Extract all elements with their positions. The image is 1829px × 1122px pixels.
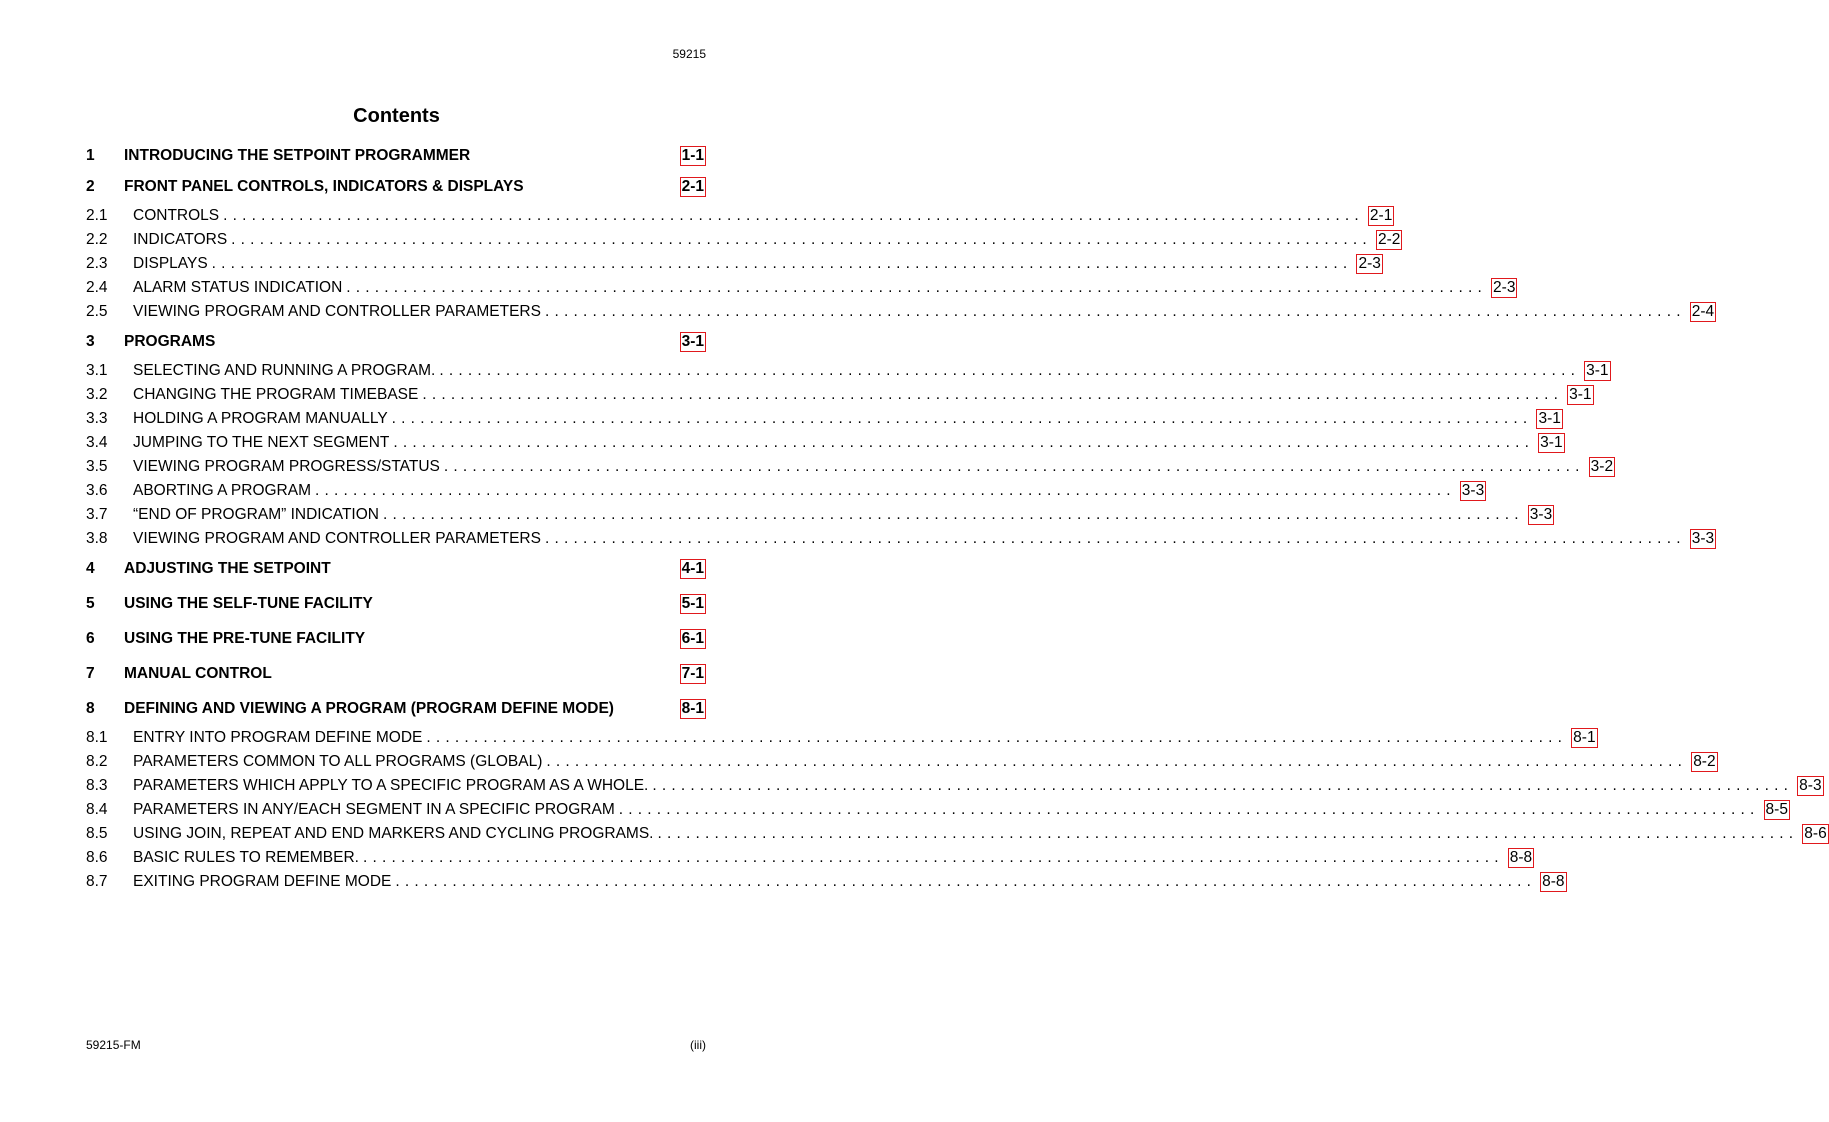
toc-entry-number: 8.3 <box>86 777 108 794</box>
dot-leader: ........................................................................................................................ <box>223 207 1364 224</box>
dot-leader: ........................................................................................................................ <box>544 303 1686 320</box>
toc-page-link[interactable]: 3-3 <box>1461 482 1485 499</box>
toc-section-row[interactable] <box>86 822 1827 846</box>
toc-entry-title: VIEWING PROGRAM PROGRESS/STATUS <box>133 458 440 475</box>
toc-entry-title: MANUAL CONTROL <box>124 664 272 682</box>
toc-entry-number: 2.1 <box>86 207 108 224</box>
toc-entry-number: 8.1 <box>86 729 108 746</box>
toc-section-row[interactable] <box>86 479 1485 503</box>
toc-page-link[interactable]: 3-3 <box>1529 506 1553 523</box>
toc-page-link[interactable]: 3-1 <box>1569 386 1592 403</box>
toc-entry-title: “END OF PROGRAM” INDICATION <box>133 506 379 523</box>
toc-entry-number: 3.7 <box>86 506 108 523</box>
toc-page-link[interactable]: 5-1 <box>681 594 704 612</box>
toc-section-row[interactable] <box>86 252 1381 276</box>
toc-page-link[interactable]: 3-1 <box>1538 410 1561 427</box>
toc-entry-title: JUMPING TO THE NEXT SEGMENT <box>133 434 390 451</box>
dot-leader: ........................................................................................................................ <box>393 434 1535 451</box>
toc-page-link[interactable]: 8-1 <box>681 699 704 717</box>
dot-leader: ........................................................................................................................ <box>395 873 1537 890</box>
toc-page-link[interactable]: 3-1 <box>681 332 704 350</box>
toc-page-link[interactable]: 6-1 <box>681 629 704 647</box>
toc-chapter-row[interactable] <box>86 586 706 621</box>
toc-entry-title: USING JOIN, REPEAT AND END MARKERS AND CYCLING PROGRAMS. <box>133 825 654 842</box>
toc-section-row[interactable] <box>86 750 1716 774</box>
toc-entry-title: DEFINING AND VIEWING A PROGRAM (PROGRAM DEFINE MODE) <box>124 699 614 717</box>
toc-page-link[interactable]: 8-8 <box>1509 849 1533 866</box>
toc-entry-number: 3.1 <box>86 362 108 379</box>
footer-page-number: (iii) <box>690 1038 706 1052</box>
toc-section-row[interactable] <box>86 431 1563 455</box>
toc-section-row[interactable] <box>86 300 1715 324</box>
toc-entry-number: 2.2 <box>86 231 108 248</box>
toc-entry-number: 3.4 <box>86 434 108 451</box>
toc-section-row[interactable] <box>86 204 1393 228</box>
toc-page-link[interactable]: 2-4 <box>1691 303 1715 320</box>
toc-entry-title: FRONT PANEL CONTROLS, INDICATORS & DISPLAYS <box>124 177 524 195</box>
toc-entry-title: PROGRAMS <box>124 332 216 350</box>
toc-entry-number: 8.6 <box>86 849 108 866</box>
dot-leader: ........................................................................................................................ <box>211 255 1353 272</box>
toc-page-link[interactable]: 8-6 <box>1804 825 1827 842</box>
toc-chapter-row[interactable] <box>86 621 706 656</box>
toc-entry-number: 3.2 <box>86 386 108 403</box>
toc-entry-number: 8.4 <box>86 801 108 818</box>
toc-entry-title: USING THE SELF-TUNE FACILITY <box>124 594 373 612</box>
dot-leader: ........................................................................................................................ <box>346 279 1488 296</box>
toc-page-link[interactable]: 7-1 <box>681 664 704 682</box>
toc-section-row[interactable] <box>86 798 1788 822</box>
toc-chapter-row[interactable] <box>86 169 706 204</box>
toc-section-row[interactable] <box>86 359 1609 383</box>
toc-entry-title: VIEWING PROGRAM AND CONTROLLER PARAMETERS <box>133 303 541 320</box>
toc-section-row[interactable] <box>86 228 1401 252</box>
toc-entry-title: CONTROLS <box>133 207 220 224</box>
toc-entry-number: 8.2 <box>86 753 108 770</box>
toc-section-row[interactable] <box>86 455 1614 479</box>
toc-page-link[interactable]: 8-1 <box>1573 729 1596 746</box>
toc-entry-number: 1 <box>86 147 95 164</box>
dot-leader: ........................................................................................................................ <box>422 386 1564 403</box>
toc-entry-number: 5 <box>86 594 95 612</box>
toc-entry-title: PARAMETERS IN ANY/EACH SEGMENT IN A SPECIFIC PROGRAM <box>133 801 615 818</box>
toc-section-row[interactable] <box>86 846 1533 870</box>
toc-page-link[interactable]: 8-5 <box>1765 801 1788 818</box>
toc-entry-number: 2.4 <box>86 279 108 296</box>
dot-leader: ........................................................................................................................ <box>315 482 1456 499</box>
toc-chapter-row[interactable] <box>86 324 706 359</box>
toc-entry-number: 2.3 <box>86 255 108 272</box>
toc-entry-number: 3.3 <box>86 410 108 427</box>
toc-entry-number: 8.5 <box>86 825 108 842</box>
toc-entry-title: SELECTING AND RUNNING A PROGRAM. <box>133 362 436 379</box>
dot-leader: ........................................................................................................................ <box>362 849 1504 866</box>
toc-section-row[interactable] <box>86 870 1565 894</box>
toc-entry-number: 6 <box>86 629 95 647</box>
dot-leader: ........................................................................................................................ <box>618 801 1760 818</box>
toc-chapter-row[interactable] <box>86 143 706 169</box>
toc-chapter-row[interactable] <box>86 691 706 726</box>
dot-leader: ........................................................................................................................ <box>231 231 1372 248</box>
dot-leader: ........................................................................................................................ <box>391 410 1533 427</box>
toc-entry-number: 3.8 <box>86 530 108 547</box>
toc-entry-title: PARAMETERS WHICH APPLY TO A SPECIFIC PROGRAM AS A WHOLE. <box>133 777 649 794</box>
toc-entry-number: 4 <box>86 559 95 577</box>
toc-entry-number: 3 <box>86 332 95 350</box>
dot-leader: ........................................................................................................................ <box>652 777 1794 794</box>
toc-entry-title: ABORTING A PROGRAM <box>133 482 312 499</box>
toc-entry-title: INTRODUCING THE SETPOINT PROGRAMMER <box>124 147 471 164</box>
toc-page-link[interactable]: 3-2 <box>1590 458 1614 475</box>
toc-chapter-row[interactable] <box>86 551 706 586</box>
toc-entry-title: VIEWING PROGRAM AND CONTROLLER PARAMETERS <box>133 530 541 547</box>
dot-leader: ........................................................................................................................ <box>439 362 1581 379</box>
toc-page-link[interactable]: 4-1 <box>681 559 704 577</box>
toc-section-row[interactable] <box>86 527 1715 551</box>
toc-entry-number: 2.5 <box>86 303 108 320</box>
toc-section-row[interactable] <box>86 276 1516 300</box>
toc-section-row[interactable] <box>86 407 1561 431</box>
toc-entry-title: BASIC RULES TO REMEMBER. <box>133 849 359 866</box>
toc-section-row[interactable] <box>86 774 1822 798</box>
toc-page-link[interactable]: 8-2 <box>1693 753 1716 770</box>
toc-page-link[interactable]: 3-3 <box>1691 530 1715 547</box>
toc-entry-title: USING THE PRE-TUNE FACILITY <box>124 629 366 647</box>
toc-entry-number: 2 <box>86 177 95 195</box>
document-number: 59215 <box>672 47 706 61</box>
toc-page-link[interactable]: 3-1 <box>1540 434 1563 451</box>
footer-document-code: 59215-FM <box>86 1038 141 1052</box>
table-of-contents <box>86 143 1827 894</box>
toc-page-link[interactable]: 2-1 <box>681 177 704 195</box>
toc-entry-title: DISPLAYS <box>133 255 208 272</box>
toc-entry-title: ADJUSTING THE SETPOINT <box>124 559 331 577</box>
toc-page-link[interactable]: 2-1 <box>1369 207 1393 224</box>
toc-entry-title: INDICATORS <box>133 231 228 248</box>
toc-page-link[interactable]: 3-1 <box>1586 362 1609 379</box>
toc-entry-number: 3.6 <box>86 482 108 499</box>
dot-leader: ........................................................................................................................ <box>383 506 1524 523</box>
toc-page-link[interactable]: 1-1 <box>681 147 704 164</box>
toc-entry-title: ALARM STATUS INDICATION <box>133 279 343 296</box>
toc-page-link[interactable]: 2-3 <box>1358 255 1381 272</box>
toc-entry-title: CHANGING THE PROGRAM TIMEBASE <box>133 386 419 403</box>
toc-entry-number: 7 <box>86 664 95 682</box>
toc-entry-number: 8.7 <box>86 873 108 890</box>
toc-entry-title: ENTRY INTO PROGRAM DEFINE MODE <box>133 729 423 746</box>
dot-leader: ........................................................................................................................ <box>426 729 1568 746</box>
dot-leader: ........................................................................................................................ <box>657 825 1799 842</box>
toc-section-row[interactable] <box>86 726 1596 750</box>
toc-page-link[interactable]: 2-2 <box>1377 231 1401 248</box>
toc-entry-title: EXITING PROGRAM DEFINE MODE <box>133 873 392 890</box>
toc-section-row[interactable] <box>86 383 1592 407</box>
toc-chapter-row[interactable] <box>86 656 706 691</box>
page-title: Contents <box>353 105 440 127</box>
toc-entry-number: 8 <box>86 699 95 717</box>
toc-page-link[interactable]: 8-3 <box>1799 777 1822 794</box>
dot-leader: ........................................................................................................................ <box>443 458 1585 475</box>
toc-section-row[interactable] <box>86 503 1553 527</box>
toc-page-link[interactable]: 8-8 <box>1542 873 1565 890</box>
toc-entry-title: PARAMETERS COMMON TO ALL PROGRAMS (GLOBAL) <box>133 753 543 770</box>
toc-entry-title: HOLDING A PROGRAM MANUALLY <box>133 410 388 427</box>
toc-page-link[interactable]: 2-3 <box>1493 279 1516 296</box>
dot-leader: ........................................................................................................................ <box>546 753 1688 770</box>
toc-entry-number: 3.5 <box>86 458 108 475</box>
dot-leader: ........................................................................................................................ <box>544 530 1686 547</box>
